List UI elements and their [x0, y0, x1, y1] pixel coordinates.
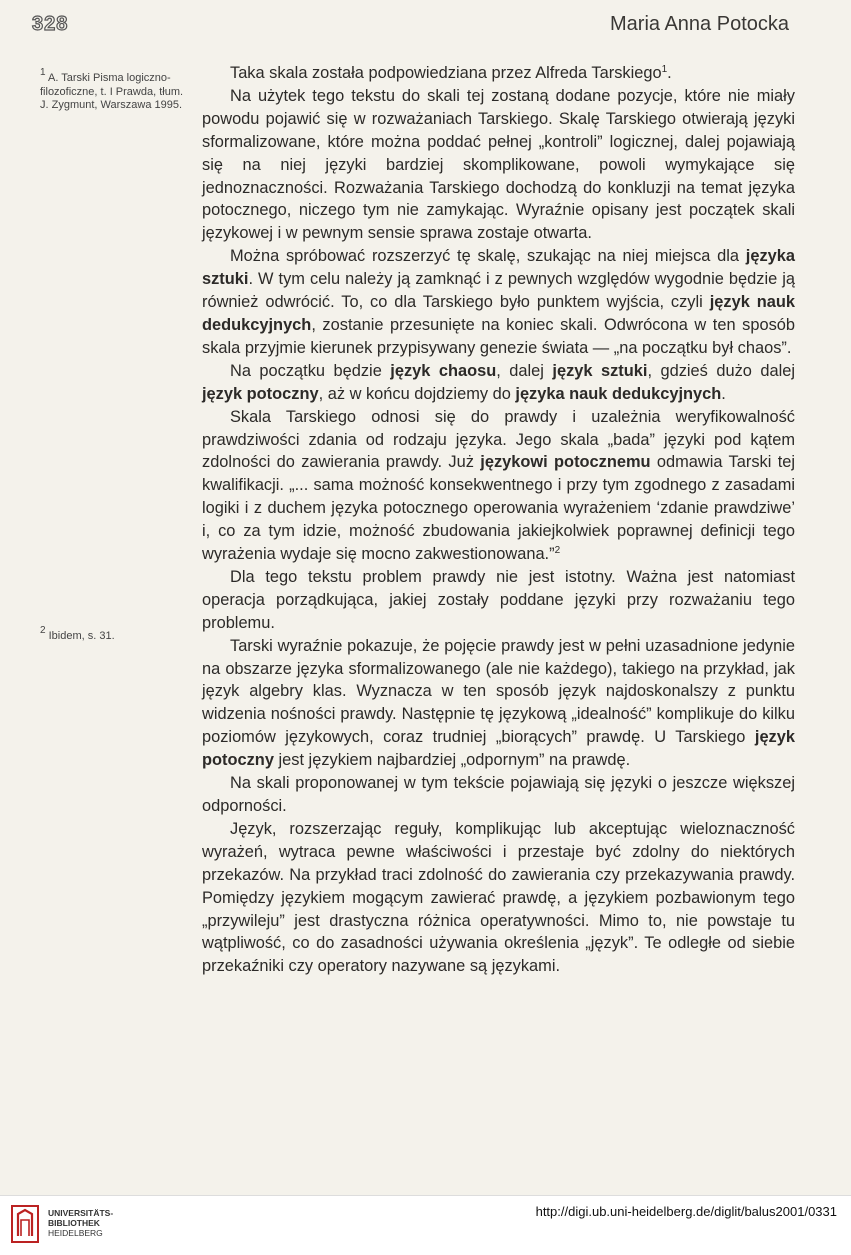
footnote-ref[interactable]: 2: [554, 545, 561, 557]
emphasis: język sztuki: [552, 361, 648, 380]
emphasis: języka nauk dedukcyjnych: [515, 384, 722, 403]
running-head: Maria Anna Potocka: [610, 13, 789, 35]
emphasis: językowi potocznemu: [480, 453, 651, 472]
paragraph: Taka skala została podpowiedziana przez Alfreda Tarskiego$^1$.: [230, 64, 672, 82]
library-name: UNIVERSITÄTS- BIBLIOTHEK HEIDELBERG: [48, 1208, 114, 1238]
footnote-text: Ibidem, s. 31.: [48, 630, 115, 642]
footnote-1: [40, 67, 190, 113]
paragraph: Skala Tarskiego odnosi się do prawdy i uzależnia weryfikowalność prawdziwości zdania od rodzaju języka. Jego skala „bada” języki pod kątem zdolności do zawierania prawdy. Już językowi potocznemu odmawia Tarski tej kwalifikacji. „... sama możność konsekwentnego i przy tym zgodnego z zasadami logiki i z duchem języka potocznego operowania wyrażeniem ‘zdanie prawdziwe’ i, co za tym idzie, możność zbudowania jakiejkolwiek poprawnej definicji tego wyrażenia wydaje się mocno zakwestionowana.”$^2$: [202, 407, 796, 564]
university-library-logo-icon: [10, 1204, 40, 1244]
footnote-mark: 2: [40, 625, 46, 636]
digitization-footer: [0, 1195, 851, 1255]
paragraph: Można spróbować rozszerzyć tę skalę, szukając na niej miejsca dla języka sztuki. W tym celu należy ją zamknąć i z pewnych względów wygodnie będzie ją również odwrócić. To, co dla Tarskiego było punktem wyjścia, czyli język nauk dedukcyjnych, zostanie przesunięte na koniec skali. Odwrócona w ten sposób skala przyjmie kierunek przypisywany genezie świata — „na początku był chaos”.: [202, 247, 795, 357]
paragraph: Język, rozszerzając reguły, komplikując lub akceptując wieloznaczność wyrażeń, wytraca pewne właściwości i przestaje być zdolny do niektórych przekazów. Na przykład traci zdolność do zawierania czy przekazywania prawdy. Pomiędzy językiem mogącym zawierać prawdę, a językiem pozbawionym tego „przywileju” jest drastyczna różnica operatywności. Mimo to, nie powstaje tu wątpliwość, co do zasadności używania określenia „język”. Te odległe od siebie przekaźniki czy operatory nazywane są językami.: [202, 819, 795, 976]
emphasis: język potoczny: [202, 728, 795, 770]
footnote-ref[interactable]: 1: [661, 64, 668, 75]
emphasis: język potoczny: [202, 384, 319, 403]
paragraph: Dla tego tekstu problem prawdy nie jest istotny. Ważna jest natomiast operacja porządkująca, jakiej zostały poddane języki przy rozważaniu tego problemu.: [202, 567, 795, 632]
source-url-link[interactable]: http://digi.ub.uni-heidelberg.de/diglit/balus2001/0331: [535, 1204, 837, 1219]
footnote-mark: 1: [40, 67, 46, 78]
paragraph: Na użytek tego tekstu do skali tej zostaną dodane pozycje, które nie miały powodu pojawić się w rozważaniach Tarskiego. Skalę Tarskiego otwierają języki sformalizowane, które można poddać pełnej „kontroli” logicznej, dalej pojawiają się na niej języki bardziej skomplikowane, powoli wymykające się jednoznaczności. Rozważania Tarskiego dochodzą do konkluzji na temat języka potocznego, niczego tym nie zamykając. Wyraźnie opisany jest początek skali językowej i w pewnym sensie sprawa zostaje otwarta.: [202, 86, 795, 243]
footnote-2: [40, 625, 190, 644]
footnote-text: A. Tarski Pisma logiczno-filozoficzne, t. I Prawda, tłum. J. Zygmunt, Warszawa 1995.: [40, 72, 184, 111]
paragraph: Na początku będzie język chaosu, dalej język sztuki, gdzieś dużo dalej język potoczny, aż w końcu dojdziemy do języka nauk dedukcyjnych.: [202, 361, 795, 403]
paragraph: Tarski wyraźnie pokazuje, że pojęcie prawdy jest w pełni uzasadnione jedynie na obszarze języka sformalizowanego (ale nie każdego), takiego na przykład, jak język algebry klas. Wyznacza w ten sposób język najdoskonalszy z punktu widzenia nośności prawdy. Następnie tę językową „idealność” komplikuje do kilku poziomów językowych, coraz trudniej „biorących” prawdę. U Tarskiego język potoczny jest językiem najbardziej „odpornym” na prawdę.: [202, 636, 795, 770]
page-number: 328: [32, 13, 69, 35]
emphasis: język chaosu: [390, 361, 497, 380]
emphasis: języka sztuki: [202, 247, 795, 289]
paragraph: Na skali proponowanej w tym tekście pojawiają się języki o jeszcze większej odporności.: [202, 774, 795, 815]
main-text: [202, 62, 795, 978]
emphasis: język nauk dedukcyjnych: [202, 293, 795, 334]
